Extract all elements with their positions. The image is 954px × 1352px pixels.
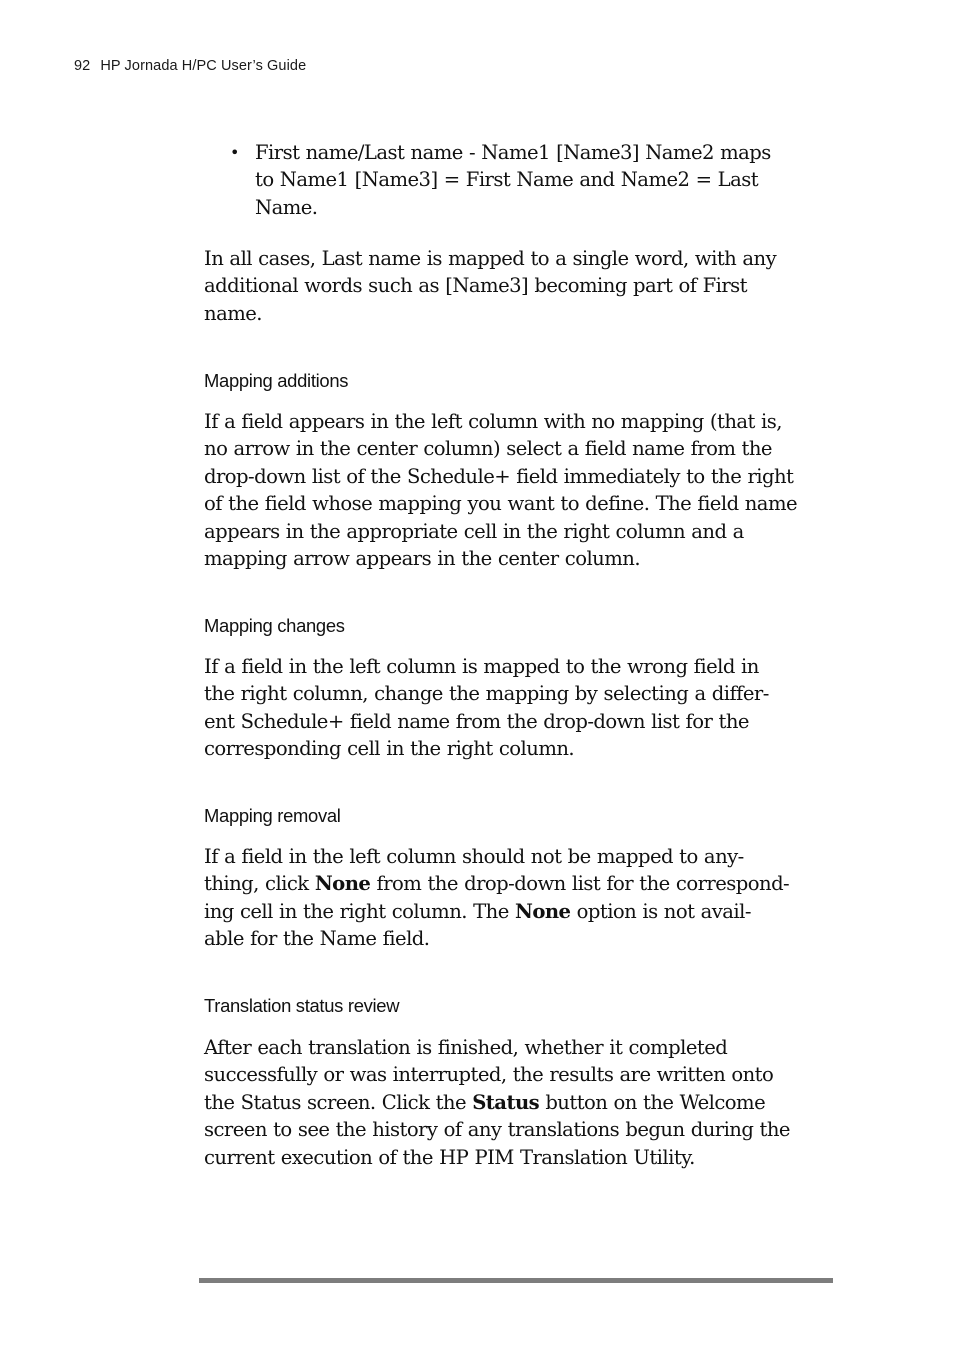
paragraph-line bbox=[204, 870, 844, 897]
paragraph-line: successfully or was interrupted, the results are written onto bbox=[204, 1063, 774, 1087]
paragraph-line: appears in the appropriate cell in the right column and a bbox=[204, 519, 744, 543]
paragraph-line: If a field in the left column should not be mapped to any- bbox=[204, 845, 744, 868]
paragraph-line: screen to see the history of any translations begun during the bbox=[204, 1118, 790, 1142]
book-title: HP Jornada H/PC User’s Guide bbox=[100, 58, 307, 74]
paragraph-line: corresponding cell in the right column. bbox=[204, 737, 575, 761]
text-run: ing cell in the right column. The bbox=[204, 899, 515, 923]
running-head bbox=[74, 58, 306, 74]
paragraph-line: drop-down list of the Schedule+ field immediately to the right bbox=[204, 464, 794, 488]
paragraph-line: of the field whose mapping you want to define. The field name bbox=[204, 492, 798, 516]
translation-status-paragraph bbox=[204, 1034, 844, 1171]
text-run: thing, click bbox=[204, 872, 315, 896]
paragraph-line: name. bbox=[204, 301, 262, 325]
intro-paragraph bbox=[204, 245, 844, 327]
paragraph-line: If a field appears in the left column with no mapping (that is, bbox=[204, 410, 782, 433]
bullet-icon: • bbox=[230, 143, 239, 162]
paragraph-line: current execution of the HP PIM Translation Utility. bbox=[204, 1145, 695, 1169]
paragraph-line bbox=[204, 1089, 844, 1116]
mapping-changes-paragraph bbox=[204, 653, 844, 763]
bullet-line: Name. bbox=[255, 195, 318, 219]
bullet-line: First name/Last name - Name1 [Name3] Name2 maps bbox=[255, 141, 771, 164]
paragraph-line bbox=[204, 898, 844, 925]
paragraph-line: mapping arrow appears in the center column. bbox=[204, 547, 641, 571]
paragraph-line: If a field in the left column is mapped to the wrong field in bbox=[204, 655, 759, 678]
footer-rule bbox=[199, 1278, 833, 1283]
text-run: from the drop-down list for the correspond- bbox=[370, 872, 790, 896]
paragraph-line: no arrow in the center column) select a field name from the bbox=[204, 437, 772, 461]
text-run: option is not avail- bbox=[570, 899, 751, 923]
bullet-text bbox=[255, 139, 771, 221]
paragraph-line: After each translation is finished, whether it completed bbox=[204, 1036, 728, 1059]
bullet-line: to Name1 [Name3] = First Name and Name2 = Last bbox=[255, 168, 759, 192]
text-run: button on the Welcome bbox=[539, 1090, 766, 1114]
mapping-additions-paragraph bbox=[204, 408, 844, 572]
heading-translation-status-review: Translation status review bbox=[204, 995, 400, 1016]
none-option-term: None bbox=[514, 899, 571, 923]
status-button-term: Status bbox=[472, 1090, 540, 1114]
paragraph-line: the right column, change the mapping by selecting a differ- bbox=[204, 682, 769, 706]
paragraph-line: additional words such as [Name3] becoming part of First bbox=[204, 274, 747, 298]
heading-mapping-additions: Mapping additions bbox=[204, 370, 349, 391]
paragraph-line: In all cases, Last name is mapped to a single word, with any bbox=[204, 247, 777, 270]
text-run: the Status screen. Click the bbox=[204, 1090, 473, 1114]
paragraph-line: able for the Name field. bbox=[204, 927, 430, 951]
paragraph-line: ent Schedule+ field name from the drop-down list for the bbox=[204, 709, 749, 733]
heading-mapping-removal: Mapping removal bbox=[204, 805, 341, 826]
heading-mapping-changes: Mapping changes bbox=[204, 615, 345, 636]
page-number: 92 bbox=[74, 58, 91, 74]
none-option-term: None bbox=[314, 872, 371, 896]
mapping-removal-paragraph bbox=[204, 843, 844, 953]
